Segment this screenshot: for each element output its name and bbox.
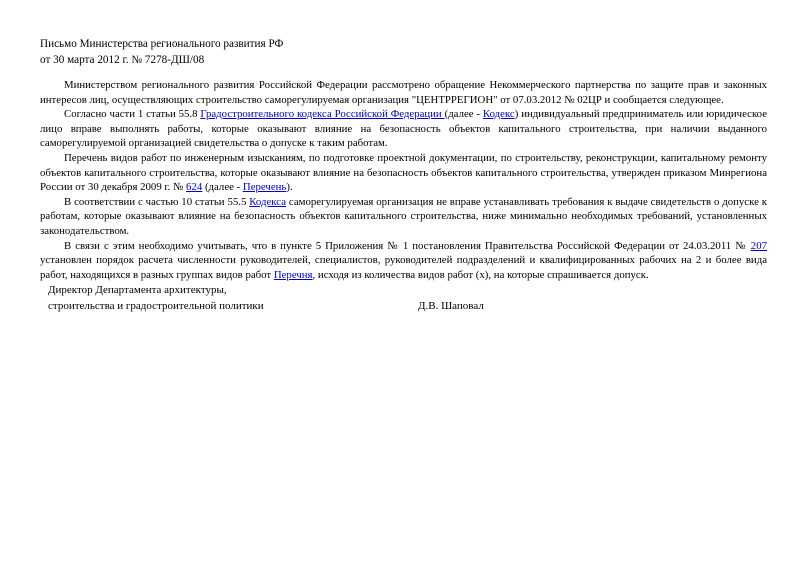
paragraph-5 bbox=[40, 239, 767, 283]
paragraph-2 bbox=[40, 107, 767, 151]
document-body bbox=[40, 37, 767, 282]
paragraph-1-text: Министерством регионального развития Российской Федерации рассмотрено обращение Некоммерческого партнерства по защите прав и законных интересов лиц, осуществляющих строительство саморегулируемая организация "ЦЕНТРРЕГИОН" от 07.03.2012 № 02ЦР и сообщается следующее. bbox=[40, 79, 767, 106]
paragraph-1 bbox=[40, 78, 767, 107]
paragraph-5-text-3: , исходя из количества видов работ (х), на которые спрашивается допуск. bbox=[312, 268, 649, 281]
document-date-number: от 30 марта 2012 г. № 7278-ДШ/08 bbox=[40, 53, 205, 66]
paragraph-5-text-1: В связи с этим необходимо учитывать, что в пункте 5 Приложения № 1 постановления Правительства Российской Федерации от 24.03.2011 № bbox=[64, 239, 751, 252]
link-kodeksa[interactable]: Кодекса bbox=[249, 195, 286, 208]
paragraph-4-text-1: В соответствии с частью 10 статьи 55.5 bbox=[64, 195, 250, 208]
paragraph-2-text-1: Согласно части 1 статьи 55.8 bbox=[64, 108, 201, 121]
signatory-name: Д.В. Шаповал bbox=[418, 299, 484, 312]
link-perechen[interactable]: Перечень bbox=[242, 181, 287, 194]
link-resolution-207[interactable]: 207 bbox=[750, 239, 767, 252]
signature-row-1 bbox=[48, 283, 548, 299]
paragraph-4 bbox=[40, 195, 767, 239]
paragraph-2-text-3: ) индивидуальный предприниматель или юридическое лицо вправе выполнять работы, которые оказывают влияние на безопасность объектов капитального строительства, при наличии выданного саморегулируемой организацией свидетельства о допуске к таким работам. bbox=[40, 108, 767, 150]
link-grad-kodeks[interactable]: Градостроительного кодекса Российской Федерации bbox=[200, 108, 445, 121]
link-order-624[interactable]: 624 bbox=[186, 181, 203, 194]
paragraph-3-text-1: Перечень видов работ по инженерным изысканиям, по подготовке проектной документации, по строительству, реконструкции, капитальному ремонту объектов капитального строительства, которые оказывают влияние на безопасность объектов капитального строительства, утвержден приказом Минрегиона России от 30 декабря 2009 г. № bbox=[40, 151, 767, 194]
paragraph-3-text-2: (далее - bbox=[202, 181, 243, 194]
document-header bbox=[40, 37, 767, 68]
signature-row-2 bbox=[48, 299, 548, 315]
signature-block bbox=[48, 283, 548, 314]
paragraph-3 bbox=[40, 151, 767, 195]
paragraph-4-text-2: саморегулируемая организация не вправе устанавливать требования к выдаче свидетельств о допуске к работам, которые оказывают влияние на безопасность объектов капитального строительства, ниже минимально необходимых требований, установленных законодательством. bbox=[40, 195, 768, 237]
link-kodeks[interactable]: Кодекс bbox=[482, 108, 515, 121]
signatory-position-line-2: строительства и градостроительной политики bbox=[48, 299, 264, 312]
document-title: Письмо Министерства регионального развития РФ bbox=[40, 38, 284, 50]
signatory-position-line-1: Директор Департамента архитектуры, bbox=[48, 284, 227, 296]
paragraph-2-text-2: (далее - bbox=[444, 108, 483, 121]
paragraph-3-text-3: ). bbox=[286, 181, 293, 194]
link-perechnya[interactable]: Перечня bbox=[273, 268, 313, 281]
paragraph-5-text-2: установлен порядок расчета численности руководителей, специалистов, руководителей подразделений и квалифицированных рабочих на 2 и более вида работ, находящихся в разных группах видов работ bbox=[40, 254, 767, 281]
